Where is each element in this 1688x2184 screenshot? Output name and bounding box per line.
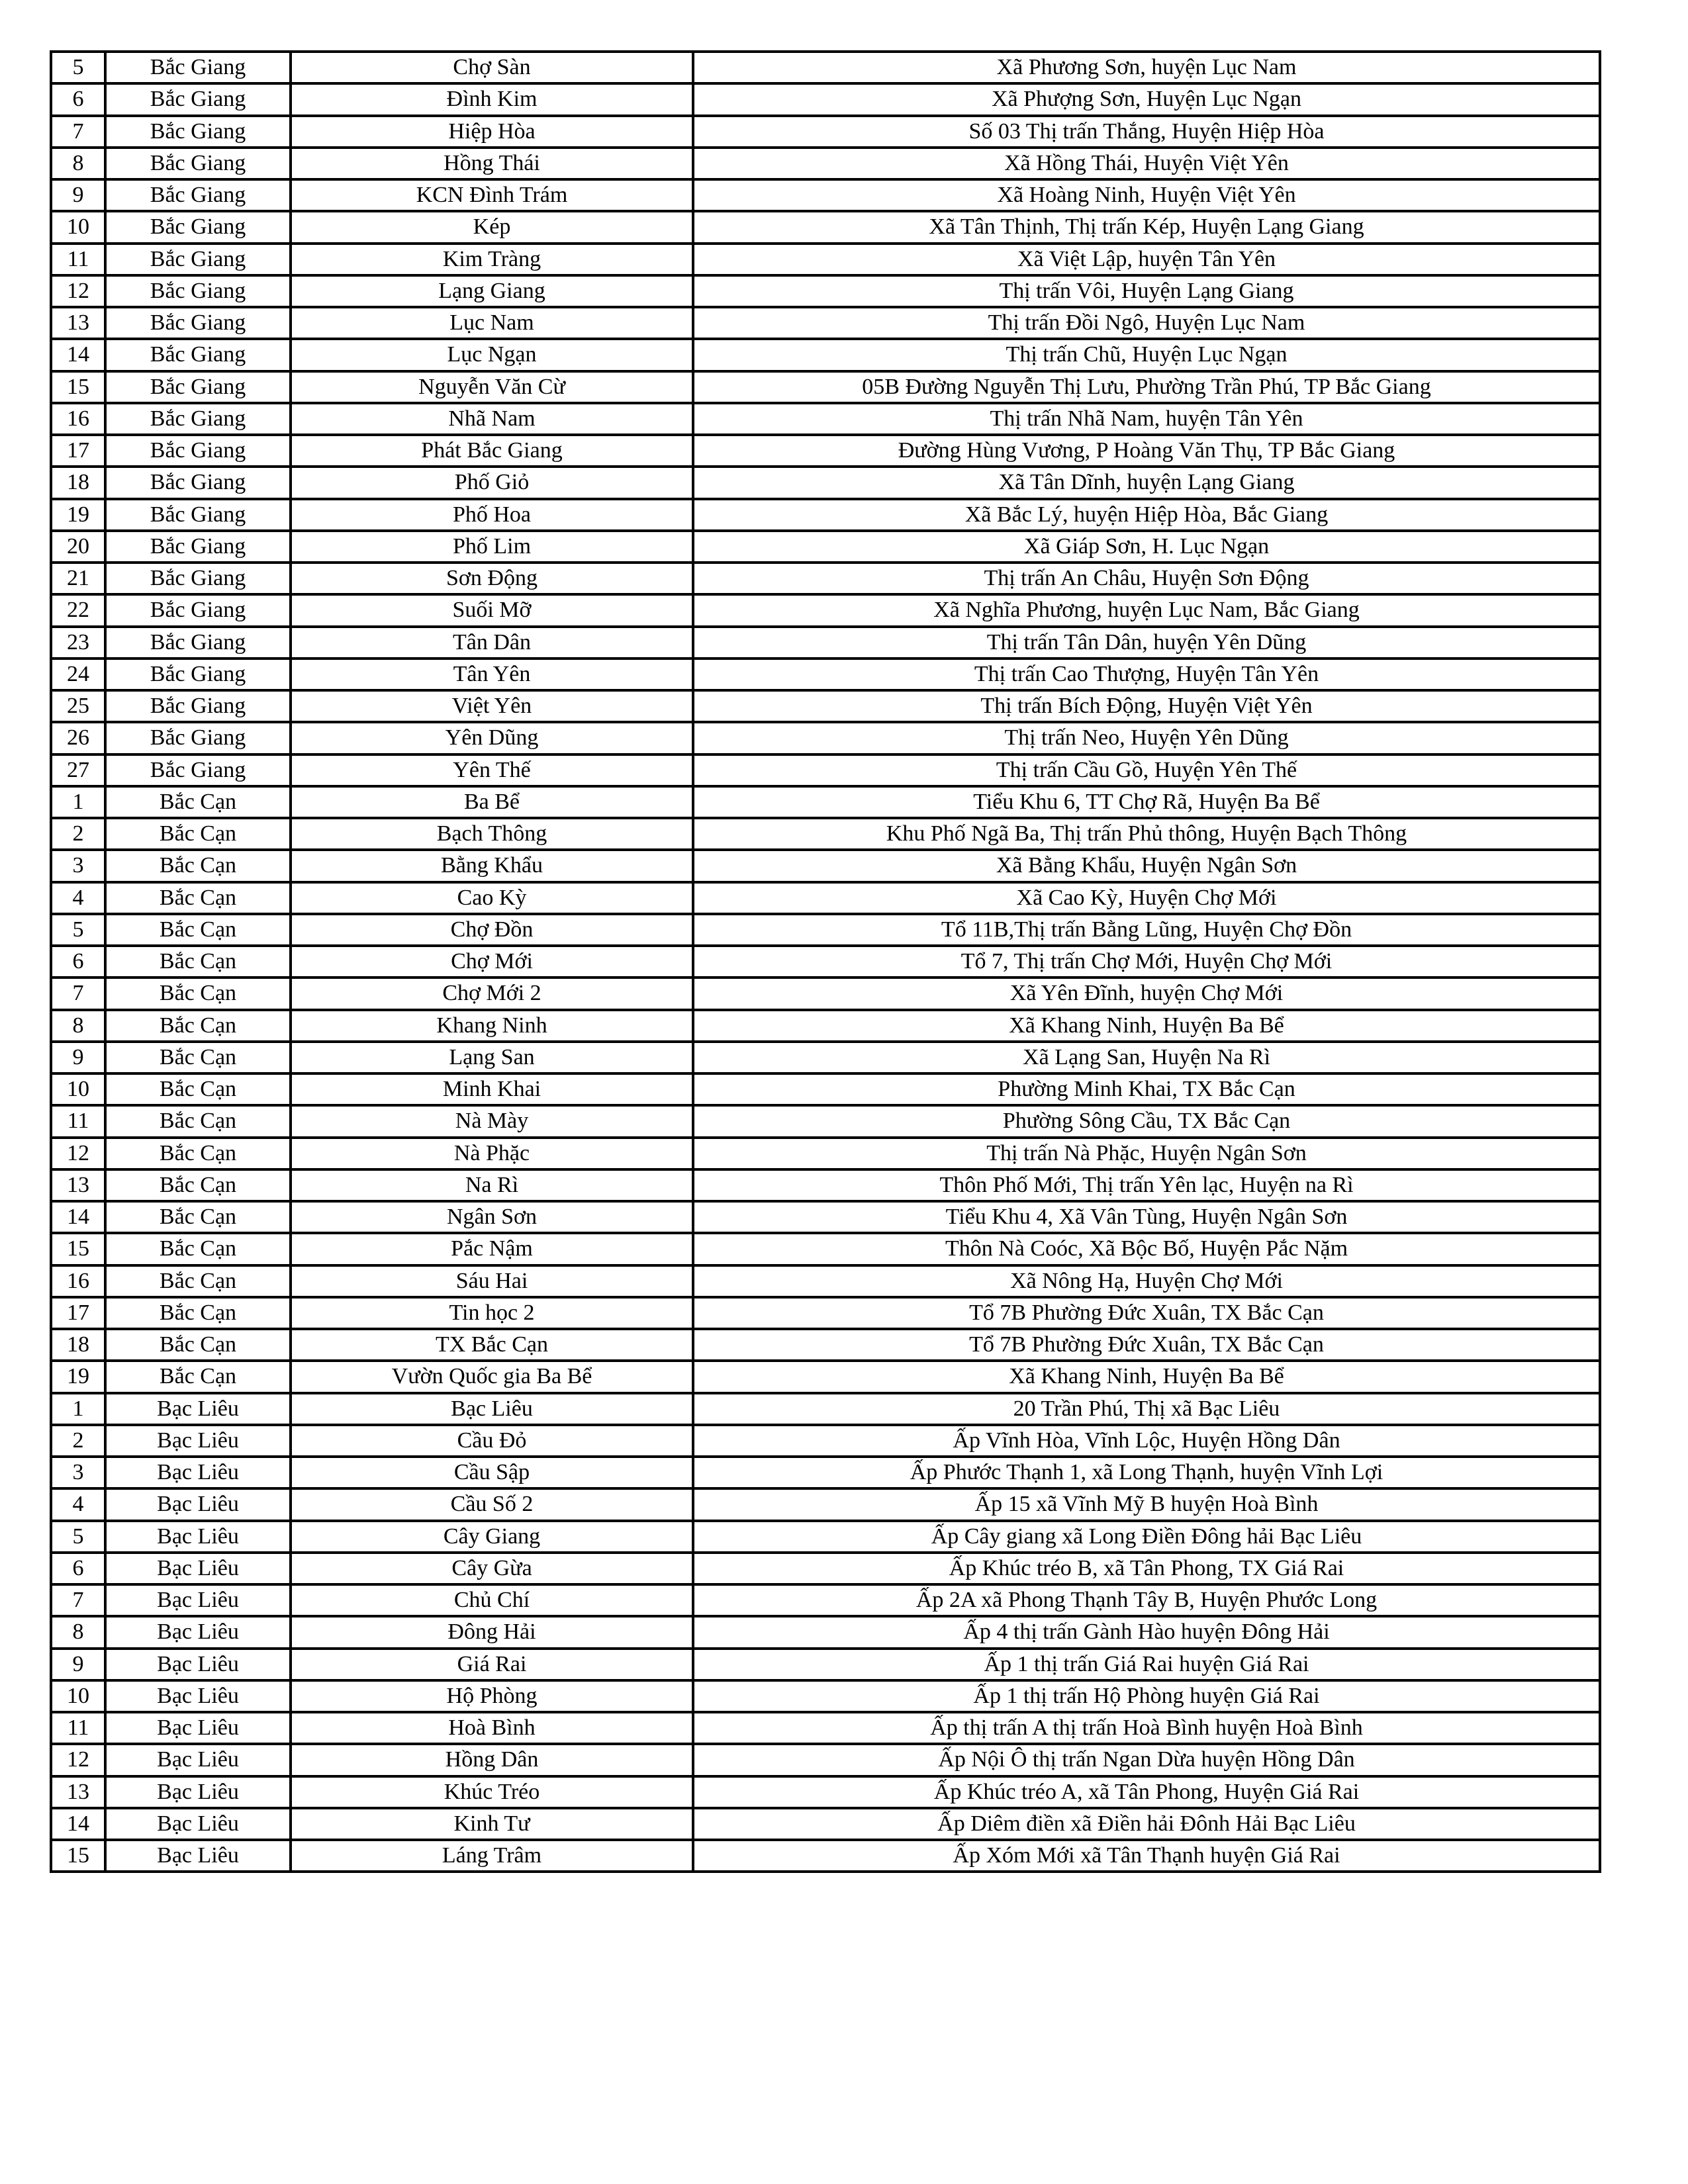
cell-address: Xã Nông Hạ, Huyện Chợ Mới (693, 1265, 1600, 1297)
cell-number: 10 (51, 211, 105, 243)
cell-address: Ấp 1 thị trấn Hộ Phòng huyện Giá Rai (693, 1680, 1600, 1712)
cell-address: Thị trấn Nhã Nam, huyện Tân Yên (693, 403, 1600, 435)
cell-address: Xã Phương Sơn, huyện Lục Nam (693, 52, 1600, 83)
table-row (51, 403, 1600, 435)
table-row (51, 83, 1600, 115)
cell-province: Bắc Cạn (105, 1265, 291, 1297)
cell-number: 11 (51, 244, 105, 275)
cell-branch-name: Hiệp Hòa (291, 116, 693, 148)
cell-number: 2 (51, 1425, 105, 1457)
cell-province: Bạc Liêu (105, 1776, 291, 1808)
cell-branch-name: Chợ Mới (291, 946, 693, 978)
cell-province: Bắc Giang (105, 83, 291, 115)
table-row (51, 914, 1600, 946)
cell-number: 1 (51, 1393, 105, 1425)
cell-branch-name: Yên Thế (291, 754, 693, 786)
cell-number: 14 (51, 339, 105, 371)
table-row (51, 1010, 1600, 1042)
cell-province: Bắc Giang (105, 371, 291, 403)
cell-number: 24 (51, 659, 105, 690)
table-row (51, 946, 1600, 978)
cell-address: Ấp Khúc tréo B, xã Tân Phong, TX Giá Rai (693, 1553, 1600, 1584)
cell-number: 15 (51, 1233, 105, 1265)
cell-number: 19 (51, 1361, 105, 1392)
cell-number: 13 (51, 307, 105, 339)
table-row (51, 1297, 1600, 1329)
cell-branch-name: Pắc Nậm (291, 1233, 693, 1265)
cell-province: Bắc Cạn (105, 1010, 291, 1042)
table-row (51, 1393, 1600, 1425)
cell-branch-name: Hộ Phòng (291, 1680, 693, 1712)
cell-address: Số 03 Thị trấn Thắng, Huyện Hiệp Hòa (693, 116, 1600, 148)
cell-number: 13 (51, 1776, 105, 1808)
table-row (51, 244, 1600, 275)
cell-province: Bắc Giang (105, 467, 291, 498)
cell-address: Ấp Cây giang xã Long Điền Đông hải Bạc Liêu (693, 1521, 1600, 1553)
cell-province: Bắc Cạn (105, 1073, 291, 1105)
cell-branch-name: Láng Trâm (291, 1840, 693, 1872)
cell-address: Đường Hùng Vương, P Hoàng Văn Thụ, TP Bắc Giang (693, 435, 1600, 467)
table-row (51, 1329, 1600, 1361)
cell-province: Bạc Liêu (105, 1712, 291, 1744)
cell-address: Thị trấn Vôi, Huyện Lạng Giang (693, 275, 1600, 307)
cell-number: 18 (51, 1329, 105, 1361)
cell-address: Ấp thị trấn A thị trấn Hoà Bình huyện Hoà Bình (693, 1712, 1600, 1744)
cell-branch-name: Hồng Dân (291, 1744, 693, 1776)
cell-address: Phường Sông Cầu, TX Bắc Cạn (693, 1105, 1600, 1137)
cell-branch-name: Bạc Liêu (291, 1393, 693, 1425)
cell-address: Xã Khang Ninh, Huyện Ba Bể (693, 1361, 1600, 1392)
cell-province: Bắc Cạn (105, 978, 291, 1009)
cell-branch-name: Hoà Bình (291, 1712, 693, 1744)
cell-province: Bắc Cạn (105, 1138, 291, 1169)
cell-branch-name: Cầu Sập (291, 1457, 693, 1488)
table-row (51, 1105, 1600, 1137)
table-row (51, 1616, 1600, 1648)
cell-province: Bắc Giang (105, 499, 291, 531)
table-row (51, 1073, 1600, 1105)
cell-province: Bạc Liêu (105, 1840, 291, 1872)
cell-address: Khu Phố Ngã Ba, Thị trấn Phủ thông, Huyện Bạch Thông (693, 818, 1600, 850)
cell-branch-name: Nà Phặc (291, 1138, 693, 1169)
table-row (51, 1840, 1600, 1872)
cell-province: Bắc Cạn (105, 786, 291, 818)
cell-address: Xã Lạng San, Huyện Na Rì (693, 1042, 1600, 1073)
cell-number: 6 (51, 83, 105, 115)
cell-number: 4 (51, 882, 105, 914)
cell-number: 8 (51, 1010, 105, 1042)
cell-province: Bắc Cạn (105, 1233, 291, 1265)
cell-province: Bắc Giang (105, 179, 291, 211)
cell-branch-name: Khang Ninh (291, 1010, 693, 1042)
table-row (51, 786, 1600, 818)
cell-number: 7 (51, 978, 105, 1009)
table-row (51, 1201, 1600, 1233)
cell-address: Tổ 11B,Thị trấn Bằng Lũng, Huyện Chợ Đồn (693, 914, 1600, 946)
cell-address: Tổ 7B Phường Đức Xuân, TX Bắc Cạn (693, 1297, 1600, 1329)
cell-branch-name: Lục Nam (291, 307, 693, 339)
cell-number: 14 (51, 1808, 105, 1840)
cell-number: 23 (51, 627, 105, 659)
cell-address: Xã Giáp Sơn, H. Lục Ngạn (693, 531, 1600, 563)
table-row (51, 659, 1600, 690)
table-row (51, 1042, 1600, 1073)
table-row (51, 1488, 1600, 1520)
table-row (51, 1776, 1600, 1808)
cell-number: 12 (51, 1138, 105, 1169)
cell-address: Thôn Nà Coóc, Xã Bộc Bố, Huyện Pắc Nặm (693, 1233, 1600, 1265)
cell-branch-name: Hồng Thái (291, 148, 693, 179)
cell-number: 17 (51, 435, 105, 467)
cell-number: 27 (51, 754, 105, 786)
cell-province: Bạc Liêu (105, 1521, 291, 1553)
cell-number: 17 (51, 1297, 105, 1329)
table-row (51, 1584, 1600, 1616)
cell-province: Bắc Giang (105, 627, 291, 659)
cell-branch-name: Minh Khai (291, 1073, 693, 1105)
table-row (51, 435, 1600, 467)
table-row (51, 818, 1600, 850)
cell-number: 3 (51, 1457, 105, 1488)
cell-number: 25 (51, 690, 105, 722)
table-row (51, 1712, 1600, 1744)
cell-branch-name: Tân Dân (291, 627, 693, 659)
cell-branch-name: Nguyễn Văn Cừ (291, 371, 693, 403)
cell-branch-name: Suối Mỡ (291, 594, 693, 626)
cell-province: Bắc Cạn (105, 1297, 291, 1329)
cell-province: Bắc Giang (105, 594, 291, 626)
table-row (51, 1265, 1600, 1297)
cell-branch-name: Kim Tràng (291, 244, 693, 275)
cell-address: Xã Tân Thịnh, Thị trấn Kép, Huyện Lạng Giang (693, 211, 1600, 243)
cell-address: Ấp 15 xã Vĩnh Mỹ B huyện Hoà Bình (693, 1488, 1600, 1520)
cell-province: Bắc Cạn (105, 1361, 291, 1392)
cell-province: Bắc Giang (105, 275, 291, 307)
cell-address: Ấp Vĩnh Hòa, Vĩnh Lộc, Huyện Hồng Dân (693, 1425, 1600, 1457)
cell-branch-name: Tin học 2 (291, 1297, 693, 1329)
table-row (51, 722, 1600, 754)
cell-province: Bắc Cạn (105, 946, 291, 978)
cell-province: Bắc Cạn (105, 1201, 291, 1233)
cell-province: Bắc Cạn (105, 1169, 291, 1201)
cell-number: 12 (51, 1744, 105, 1776)
cell-address: Tiểu Khu 4, Xã Vân Tùng, Huyện Ngân Sơn (693, 1201, 1600, 1233)
cell-branch-name: TX Bắc Cạn (291, 1329, 693, 1361)
cell-address: Tiểu Khu 6, TT Chợ Rã, Huyện Ba Bể (693, 786, 1600, 818)
cell-branch-name: Nhã Nam (291, 403, 693, 435)
cell-province: Bắc Cạn (105, 1329, 291, 1361)
cell-province: Bắc Giang (105, 531, 291, 563)
cell-branch-name: Vườn Quốc gia Ba Bể (291, 1361, 693, 1392)
cell-number: 1 (51, 786, 105, 818)
cell-branch-name: Chợ Đồn (291, 914, 693, 946)
cell-number: 20 (51, 531, 105, 563)
cell-number: 9 (51, 1649, 105, 1680)
cell-number: 16 (51, 403, 105, 435)
cell-number: 10 (51, 1680, 105, 1712)
cell-province: Bạc Liêu (105, 1616, 291, 1648)
cell-address: Thôn Phố Mới, Thị trấn Yên lạc, Huyện na Rì (693, 1169, 1600, 1201)
cell-province: Bắc Cạn (105, 1042, 291, 1073)
cell-address: Thị trấn Bích Động, Huyện Việt Yên (693, 690, 1600, 722)
cell-number: 13 (51, 1169, 105, 1201)
cell-address: Ấp 4 thị trấn Gành Hào huyện Đông Hải (693, 1616, 1600, 1648)
cell-number: 19 (51, 499, 105, 531)
table-row (51, 339, 1600, 371)
cell-branch-name: Đông Hải (291, 1616, 693, 1648)
cell-province: Bạc Liêu (105, 1393, 291, 1425)
cell-number: 15 (51, 1840, 105, 1872)
table-row (51, 211, 1600, 243)
cell-address: Thị trấn Tân Dân, huyện Yên Dũng (693, 627, 1600, 659)
branch-address-table (50, 50, 1601, 1873)
table-row (51, 275, 1600, 307)
cell-province: Bắc Giang (105, 52, 291, 83)
table-row (51, 531, 1600, 563)
cell-branch-name: Sơn Động (291, 563, 693, 594)
cell-branch-name: Chủ Chí (291, 1584, 693, 1616)
cell-number: 2 (51, 818, 105, 850)
cell-branch-name: Yên Dũng (291, 722, 693, 754)
cell-branch-name: Nà Mày (291, 1105, 693, 1137)
cell-number: 6 (51, 946, 105, 978)
cell-number: 7 (51, 1584, 105, 1616)
cell-address: Thị trấn Đồi Ngô, Huyện Lục Nam (693, 307, 1600, 339)
cell-number: 5 (51, 1521, 105, 1553)
cell-address: Phường Minh Khai, TX Bắc Cạn (693, 1073, 1600, 1105)
cell-number: 14 (51, 1201, 105, 1233)
cell-province: Bắc Giang (105, 435, 291, 467)
cell-province: Bạc Liêu (105, 1680, 291, 1712)
cell-branch-name: Phố Lim (291, 531, 693, 563)
table-row (51, 116, 1600, 148)
cell-branch-name: KCN Đình Trám (291, 179, 693, 211)
cell-address: Xã Phượng Sơn, Huyện Lục Ngạn (693, 83, 1600, 115)
cell-branch-name: Ngân Sơn (291, 1201, 693, 1233)
cell-branch-name: Kinh Tư (291, 1808, 693, 1840)
cell-address: Thị trấn Cầu Gồ, Huyện Yên Thế (693, 754, 1600, 786)
cell-province: Bắc Giang (105, 754, 291, 786)
cell-address: Xã Nghĩa Phương, huyện Lục Nam, Bắc Giang (693, 594, 1600, 626)
table-row (51, 1808, 1600, 1840)
cell-province: Bắc Giang (105, 244, 291, 275)
cell-number: 9 (51, 1042, 105, 1073)
cell-number: 18 (51, 467, 105, 498)
cell-branch-name: Cầu Số 2 (291, 1488, 693, 1520)
cell-province: Bắc Giang (105, 563, 291, 594)
table-row (51, 1457, 1600, 1488)
table-row (51, 1361, 1600, 1392)
table-row (51, 499, 1600, 531)
cell-province: Bắc Cạn (105, 818, 291, 850)
cell-address: Tổ 7B Phường Đức Xuân, TX Bắc Cạn (693, 1329, 1600, 1361)
cell-address: Xã Hồng Thái, Huyện Việt Yên (693, 148, 1600, 179)
cell-branch-name: Phát Bắc Giang (291, 435, 693, 467)
cell-number: 11 (51, 1105, 105, 1137)
cell-province: Bắc Giang (105, 211, 291, 243)
cell-address: 05B Đường Nguyễn Thị Lưu, Phường Trần Phú, TP Bắc Giang (693, 371, 1600, 403)
cell-address: Ấp Xóm Mới xã Tân Thạnh huyện Giá Rai (693, 1840, 1600, 1872)
cell-number: 8 (51, 1616, 105, 1648)
cell-number: 5 (51, 52, 105, 83)
cell-province: Bắc Giang (105, 116, 291, 148)
table-row (51, 1521, 1600, 1553)
cell-address: Ấp Phước Thạnh 1, xã Long Thạnh, huyện Vĩnh Lợi (693, 1457, 1600, 1488)
table-row (51, 594, 1600, 626)
cell-address: 20 Trần Phú, Thị xã Bạc Liêu (693, 1393, 1600, 1425)
table-row (51, 1649, 1600, 1680)
cell-number: 26 (51, 722, 105, 754)
table-row (51, 371, 1600, 403)
cell-province: Bắc Giang (105, 148, 291, 179)
cell-province: Bắc Cạn (105, 850, 291, 882)
table-row (51, 1680, 1600, 1712)
cell-number: 16 (51, 1265, 105, 1297)
cell-address: Xã Bằng Khẩu, Huyện Ngân Sơn (693, 850, 1600, 882)
table-row (51, 52, 1600, 83)
table-row (51, 850, 1600, 882)
cell-branch-name: Na Rì (291, 1169, 693, 1201)
cell-address: Thị trấn Chũ, Huyện Lục Ngạn (693, 339, 1600, 371)
cell-province: Bạc Liêu (105, 1457, 291, 1488)
cell-branch-name: Bằng Khẩu (291, 850, 693, 882)
cell-branch-name: Kép (291, 211, 693, 243)
table-row (51, 563, 1600, 594)
cell-address: Xã Tân Dĩnh, huyện Lạng Giang (693, 467, 1600, 498)
cell-address: Thị trấn Cao Thượng, Huyện Tân Yên (693, 659, 1600, 690)
cell-province: Bạc Liêu (105, 1488, 291, 1520)
cell-number: 10 (51, 1073, 105, 1105)
cell-address: Ấp Nội Ô thị trấn Ngan Dừa huyện Hồng Dân (693, 1744, 1600, 1776)
cell-number: 15 (51, 371, 105, 403)
cell-address: Thị trấn Nà Phặc, Huyện Ngân Sơn (693, 1138, 1600, 1169)
cell-branch-name: Sáu Hai (291, 1265, 693, 1297)
cell-number: 8 (51, 148, 105, 179)
cell-address: Thị trấn Neo, Huyện Yên Dũng (693, 722, 1600, 754)
table-row (51, 1744, 1600, 1776)
table-row (51, 1233, 1600, 1265)
cell-province: Bắc Giang (105, 690, 291, 722)
cell-province: Bắc Giang (105, 339, 291, 371)
cell-address: Ấp 2A xã Phong Thạnh Tây B, Huyện Phước Long (693, 1584, 1600, 1616)
cell-address: Xã Việt Lập, huyện Tân Yên (693, 244, 1600, 275)
cell-address: Ấp Khúc tréo A, xã Tân Phong, Huyện Giá Rai (693, 1776, 1600, 1808)
cell-number: 12 (51, 275, 105, 307)
cell-number: 22 (51, 594, 105, 626)
cell-branch-name: Khúc Tréo (291, 1776, 693, 1808)
cell-number: 11 (51, 1712, 105, 1744)
cell-province: Bạc Liêu (105, 1744, 291, 1776)
cell-branch-name: Ba Bể (291, 786, 693, 818)
cell-province: Bắc Giang (105, 659, 291, 690)
cell-number: 9 (51, 179, 105, 211)
table-row (51, 1425, 1600, 1457)
cell-branch-name: Phố Giỏ (291, 467, 693, 498)
table-row (51, 148, 1600, 179)
table-row (51, 179, 1600, 211)
cell-province: Bạc Liêu (105, 1553, 291, 1584)
cell-branch-name: Giá Rai (291, 1649, 693, 1680)
cell-address: Ấp Diêm điền xã Điền hải Đônh Hải Bạc Liêu (693, 1808, 1600, 1840)
cell-address: Xã Bắc Lý, huyện Hiệp Hòa, Bắc Giang (693, 499, 1600, 531)
cell-province: Bắc Cạn (105, 914, 291, 946)
table-row (51, 307, 1600, 339)
cell-province: Bắc Giang (105, 307, 291, 339)
cell-branch-name: Việt Yên (291, 690, 693, 722)
cell-address: Tổ 7, Thị trấn Chợ Mới, Huyện Chợ Mới (693, 946, 1600, 978)
table-row (51, 1138, 1600, 1169)
cell-number: 5 (51, 914, 105, 946)
table-row (51, 467, 1600, 498)
cell-address: Xã Hoàng Ninh, Huyện Việt Yên (693, 179, 1600, 211)
cell-branch-name: Cầu Đỏ (291, 1425, 693, 1457)
cell-province: Bạc Liêu (105, 1649, 291, 1680)
table-row (51, 1553, 1600, 1584)
table-row (51, 627, 1600, 659)
cell-province: Bạc Liêu (105, 1808, 291, 1840)
table-row (51, 754, 1600, 786)
table-row (51, 690, 1600, 722)
cell-branch-name: Lạng Giang (291, 275, 693, 307)
cell-number: 21 (51, 563, 105, 594)
cell-branch-name: Lạng San (291, 1042, 693, 1073)
cell-address: Ấp 1 thị trấn Giá Rai huyện Giá Rai (693, 1649, 1600, 1680)
cell-province: Bạc Liêu (105, 1584, 291, 1616)
cell-branch-name: Bạch Thông (291, 818, 693, 850)
cell-branch-name: Đình Kim (291, 83, 693, 115)
cell-province: Bắc Cạn (105, 1105, 291, 1137)
cell-branch-name: Chợ Sàn (291, 52, 693, 83)
cell-number: 4 (51, 1488, 105, 1520)
cell-province: Bạc Liêu (105, 1425, 291, 1457)
cell-branch-name: Cây Giang (291, 1521, 693, 1553)
cell-province: Bắc Giang (105, 722, 291, 754)
cell-address: Xã Khang Ninh, Huyện Ba Bể (693, 1010, 1600, 1042)
table-body (51, 52, 1600, 1872)
cell-branch-name: Phố Hoa (291, 499, 693, 531)
cell-province: Bắc Giang (105, 403, 291, 435)
table-row (51, 1169, 1600, 1201)
cell-province: Bắc Cạn (105, 882, 291, 914)
cell-address: Xã Cao Kỳ, Huyện Chợ Mới (693, 882, 1600, 914)
cell-number: 6 (51, 1553, 105, 1584)
cell-address: Xã Yên Đĩnh, huyện Chợ Mới (693, 978, 1600, 1009)
cell-branch-name: Chợ Mới 2 (291, 978, 693, 1009)
table-row (51, 978, 1600, 1009)
cell-number: 3 (51, 850, 105, 882)
cell-branch-name: Lục Ngạn (291, 339, 693, 371)
cell-branch-name: Cây Gừa (291, 1553, 693, 1584)
cell-branch-name: Cao Kỳ (291, 882, 693, 914)
cell-address: Thị trấn An Châu, Huyện Sơn Động (693, 563, 1600, 594)
table-row (51, 882, 1600, 914)
cell-number: 7 (51, 116, 105, 148)
cell-branch-name: Tân Yên (291, 659, 693, 690)
